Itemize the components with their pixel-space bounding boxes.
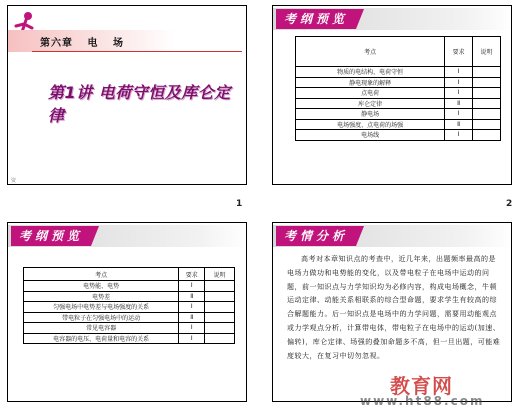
watermark-url: www.ht88.com — [360, 394, 485, 408]
requirement-cell: Ⅰ — [445, 109, 473, 120]
topic-cell: 物质的电结构、电荷守恒 — [296, 67, 445, 78]
watermark-brand: 教育网 — [390, 374, 453, 398]
topic-cell: 电势差 — [24, 291, 179, 302]
note-cell — [205, 323, 235, 334]
requirement-cell: Ⅱ — [445, 119, 473, 130]
table-row — [296, 109, 501, 120]
requirement-cell: Ⅰ — [445, 88, 473, 99]
requirement-cell: Ⅰ — [179, 281, 205, 292]
note-cell — [473, 119, 501, 130]
note-cell — [473, 109, 501, 120]
small-mark: 资 — [11, 178, 17, 184]
table-row — [296, 98, 501, 109]
page-number-1: 1 — [236, 199, 243, 209]
heading-label: 考情分析 — [276, 226, 356, 246]
topic-cell: 带电粒子在匀强电场中的运动 — [24, 312, 179, 323]
analysis-paragraph: 高考对本章知识点的考查中，近几年来，出题频率最高的是电场力做功和电势能的变化，以及带电粒子在电场中运动的问题，前一知识点与力学知识均为必修内容，构成电场概念，牛顿运动定律、动能关系相联系的综合型命题，要求学生有较高的综合解题能力。后一知识点是电场中的力学问题，需要用动能观点或力学观点分析，计算带电体，带电粒子在电场中的运动(加速、偏转)，库仑定律、场强的叠加命题多不高，但一旦出题，可能难度较大，在复习中切勿忽视。 — [287, 255, 501, 360]
table-row — [24, 291, 235, 302]
requirement-cell: Ⅰ — [445, 77, 473, 88]
chapter-heading — [40, 34, 134, 49]
table-row — [296, 119, 501, 130]
table-row — [24, 323, 235, 334]
note-cell — [205, 281, 235, 292]
table-row — [296, 88, 501, 99]
header-cell: 要求 — [179, 268, 205, 281]
chapter-name-2: 场 — [112, 38, 124, 49]
table-row — [24, 312, 235, 323]
requirement-cell: Ⅰ — [445, 130, 473, 141]
requirement-cell: Ⅰ — [179, 333, 205, 344]
topic-cell: 匀强电场中电势差与电场强度的关系 — [24, 302, 179, 313]
table-header-row — [296, 37, 501, 67]
table-row — [24, 302, 235, 313]
requirement-cell: Ⅱ — [179, 291, 205, 302]
topic-cell: 库仑定律 — [296, 98, 445, 109]
slide-1[interactable] — [7, 5, 247, 185]
table-row — [296, 130, 501, 141]
heading-label: 考纲预览 — [11, 226, 91, 246]
divider — [32, 51, 242, 52]
heading-label: 考纲预览 — [276, 9, 356, 29]
note-cell — [205, 312, 235, 323]
chapter-number: 第六章 — [40, 38, 73, 49]
header-cell: 说明 — [473, 37, 501, 67]
table-row — [296, 77, 501, 88]
topic-cell: 静电场 — [296, 109, 445, 120]
header-cell: 考点 — [24, 268, 179, 281]
topic-cell: 电容器的电压、电荷量和电容的关系 — [24, 333, 179, 344]
requirement-cell: Ⅰ — [445, 67, 473, 78]
topic-cell: 静电现象的解释 — [296, 77, 445, 88]
requirement-cell: Ⅱ — [445, 98, 473, 109]
note-cell — [205, 302, 235, 313]
syllabus-table — [23, 267, 235, 344]
topic-cell: 点电荷 — [296, 88, 445, 99]
header-cell: 说明 — [205, 268, 235, 281]
page-number-2: 2 — [506, 199, 513, 209]
note-cell — [473, 98, 501, 109]
table-row — [24, 333, 235, 344]
topic-cell: 电势能、电势 — [24, 281, 179, 292]
lesson-title: 第1讲 电荷守恒及库仑定律 — [48, 83, 231, 125]
note-cell — [473, 77, 501, 88]
note-cell — [473, 67, 501, 78]
slide-3[interactable] — [7, 222, 247, 402]
table-row — [296, 67, 501, 78]
table-header-row — [24, 268, 235, 281]
note-cell — [205, 291, 235, 302]
note-cell — [473, 130, 501, 141]
table-row — [24, 281, 235, 292]
requirement-cell: Ⅰ — [179, 323, 205, 334]
header-cell: 要求 — [445, 37, 473, 67]
note-cell — [205, 333, 235, 344]
requirement-cell: Ⅱ — [179, 312, 205, 323]
header-cell: 考点 — [296, 37, 445, 67]
topic-cell: 常见电容器 — [24, 323, 179, 334]
chapter-name-1: 电 — [87, 38, 99, 49]
slide-2[interactable] — [272, 5, 512, 185]
topic-cell: 电场强度、点电荷的场强 — [296, 119, 445, 130]
syllabus-table — [295, 36, 501, 141]
note-cell — [473, 88, 501, 99]
topic-cell: 电场线 — [296, 130, 445, 141]
requirement-cell: Ⅰ — [179, 302, 205, 313]
